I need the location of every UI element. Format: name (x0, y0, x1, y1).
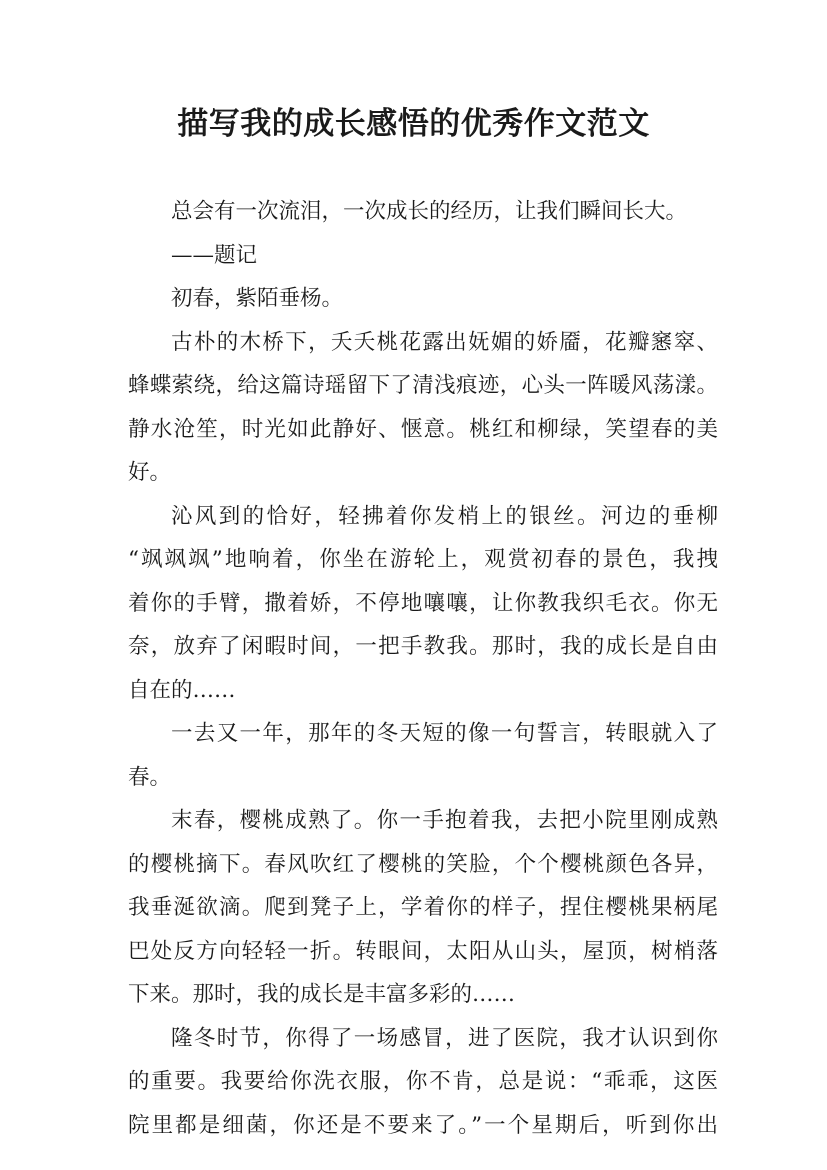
document-title: 描写我的成长感悟的优秀作文范文 (177, 106, 650, 142)
text-line: 沁风到的恰好，轻拂着你发梢上的银丝。河边的垂柳 (171, 503, 718, 529)
text-line: 蜂蝶萦绕，给这篇诗瑶留下了清浅痕迹，心头一阵暖风荡漾。 (128, 373, 718, 398)
text-line: 自在的…… (128, 677, 236, 703)
text-line: 隆冬时节，你得了一场感冒，进了医院，我才认识到你 (171, 1025, 718, 1051)
text-line: 奈，放弃了闲暇时间，一把手教我。那时，我的成长是自由 (128, 634, 718, 659)
text-line: ——题记 (171, 242, 258, 268)
text-line: 的重要。我要给你洗衣服，你不肯，总是说：“乖乖，这医 (128, 1069, 718, 1094)
document-body (128, 190, 718, 1147)
text-line: 古朴的木桥下，夭夭桃花露出妩媚的娇靥，花瓣窸窣、 (171, 329, 718, 355)
text-line: 静水沧笙，时光如此静好、惬意。桃红和柳绿，笑望春的美 (128, 416, 718, 442)
text-line: 末春，樱桃成熟了。你一手抱着我，去把小院里刚成熟 (171, 808, 718, 833)
text-line: 一去又一年，那年的冬天短的像一句誓言，转眼就入了 (171, 721, 718, 746)
text-line: 着你的手臂，撒着娇，不停地嚷嚷，让你教我织毛衣。你无 (128, 590, 718, 616)
text-line: 好。 (128, 460, 172, 485)
text-line: 的樱桃摘下。春风吹红了樱桃的笑脸，个个樱桃颜色各异， (128, 851, 718, 877)
text-line: 下来。那时，我的成长是丰富多彩的…… (128, 982, 516, 1007)
text-line: 院里都是细菌，你还是不要来了。”一个星期后，听到你出 (128, 1112, 718, 1138)
text-line: 初春，紫陌垂杨。 (171, 286, 344, 311)
text-line: “飒飒飒”地响着，你坐在游轮上，观赏初春的景色，我拽 (128, 547, 718, 572)
text-line: 总会有一次流泪，一次成长的经历，让我们瞬间长大。 (171, 199, 688, 224)
text-line: 巴处反方向轻轻一折。转眼间，太阳从山头，屋顶，树梢落 (128, 938, 718, 964)
text-line: 我垂涎欲滴。爬到凳子上，学着你的样子，捏住樱桃果柄尾 (128, 895, 718, 920)
text-line: 春。 (128, 764, 172, 790)
